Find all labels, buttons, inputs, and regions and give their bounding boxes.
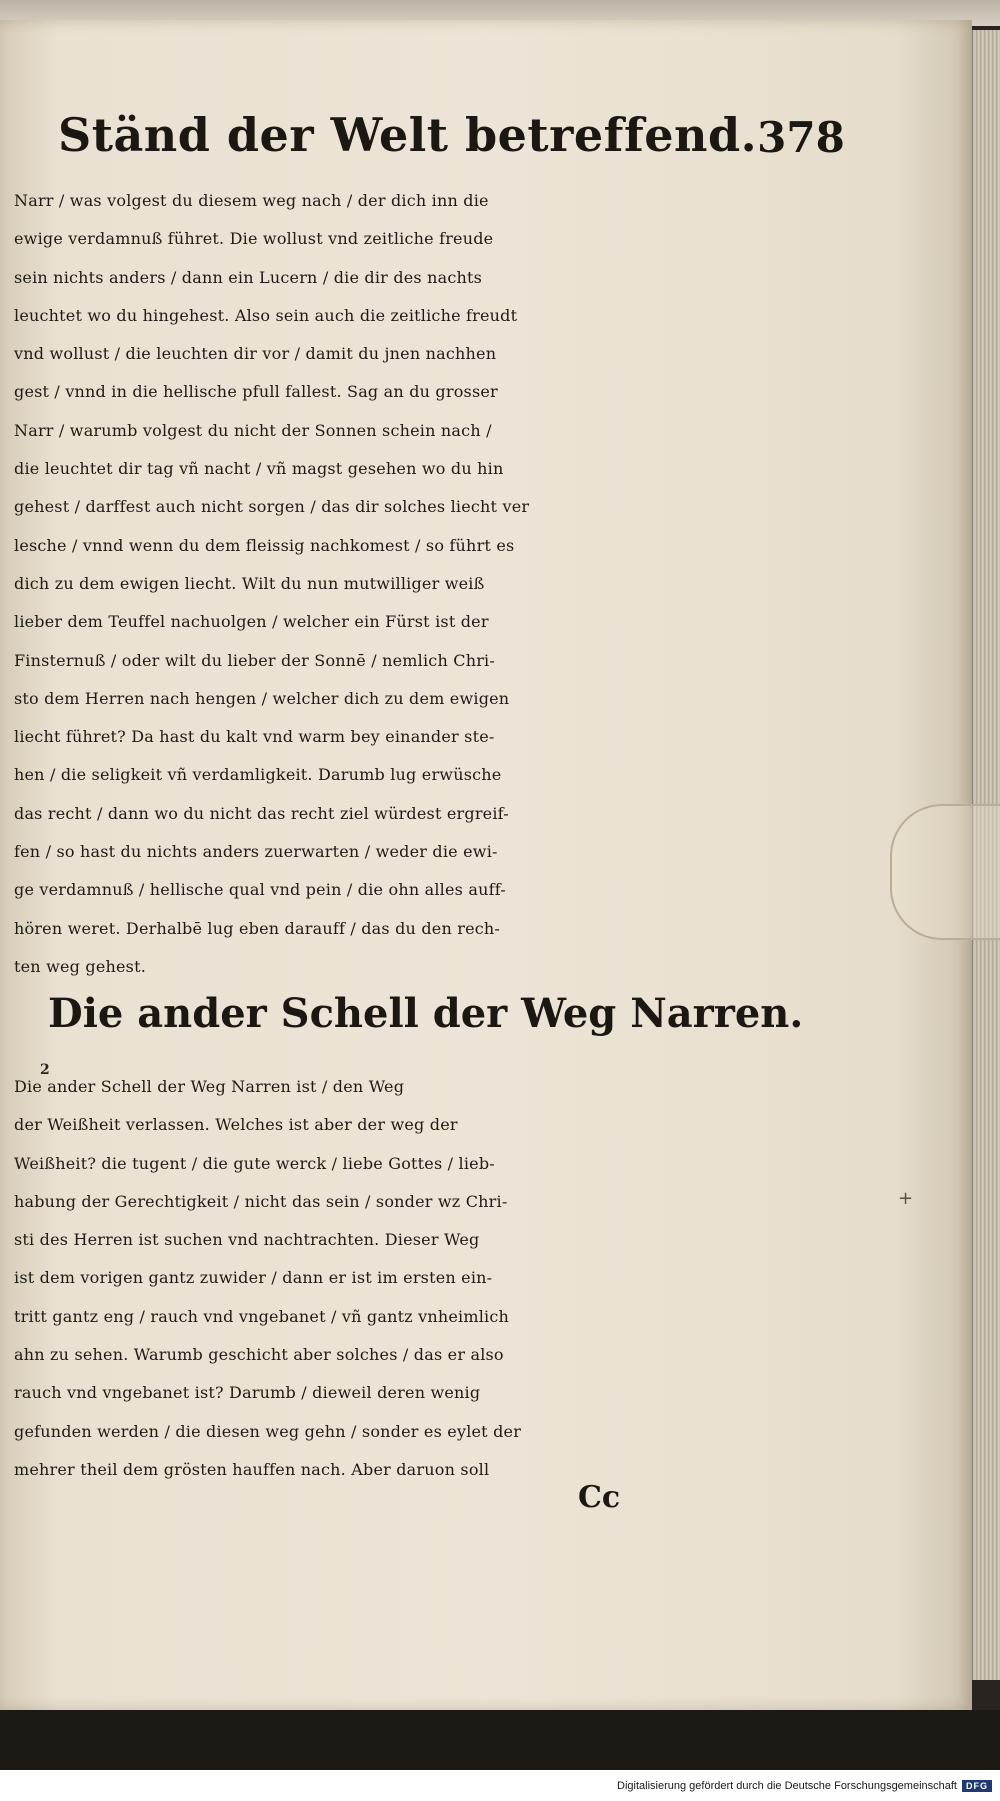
dfg-logo: DFG [962, 1780, 992, 1792]
text-line: lieber dem Teuffel nachuolgen / welcher ein Fürst ist der [14, 612, 489, 632]
text-line: das recht / dann wo du nicht das recht ziel würdest ergreif- [14, 803, 509, 823]
paragraph-2 [14, 1068, 804, 1489]
text-line: dich zu dem ewigen liecht. Wilt du nun mutwilliger weiß [14, 573, 485, 593]
marginal-number: 2 [40, 1062, 50, 1078]
text-line: habung der Gerechtigkeit / nicht das sein / sonder wz Chri- [14, 1191, 508, 1211]
text-line: der Weißheit verlassen. Welches ist aber der weg der [14, 1115, 458, 1135]
text-line: gefunden werden / die diesen weg gehn / sonder es eylet der [14, 1421, 522, 1441]
text-line: rauch vnd vngebanet ist? Darumb / dieweil deren wenig [14, 1383, 481, 1403]
text-line: ten weg gehest. [14, 956, 146, 976]
text-line: Die ander Schell der Weg Narren ist / den Weg [14, 1077, 405, 1096]
text-line: vnd wollust / die leuchten dir vor / damit du jnen nachhen [14, 344, 497, 364]
text-line: sti des Herren ist suchen vnd nachtrachten. Dieser Weg [14, 1230, 480, 1250]
text-line: Narr / was volgest du diesem weg nach / der dich inn die [14, 191, 489, 210]
running-title: Ständ der Welt betreffend. [58, 108, 758, 162]
text-line: fen / so hast du nichts anders zuerwarten / weder die ewi- [14, 842, 498, 862]
catchword: Cc [578, 1480, 621, 1515]
page-number: 378 [757, 113, 845, 162]
text-line: Weißheit? die tugent / die gute werck / liebe Gottes / lieb- [14, 1153, 495, 1173]
footer-bar [0, 1770, 1000, 1801]
text-line: Finsternuß / oder wilt du lieber der Sonnē / nemlich Chri- [14, 650, 495, 670]
margin-cross-mark: + [898, 1188, 914, 1209]
text-line: ewige verdamnuß führet. Die wollust vnd zeitliche freude [14, 229, 494, 249]
section-heading: Die ander Schell der Weg Narren. [48, 990, 804, 1037]
text-line: die leuchtet dir tag vñ nacht / vñ magst gesehen wo du hin [14, 459, 504, 479]
text-line: gest / vnnd in die hellische pfull fallest. Sag an du grosser [14, 382, 498, 402]
text-line: leuchtet wo du hingehest. Also sein auch die zeitliche freudt [14, 305, 518, 325]
page-header [58, 92, 845, 162]
text-line: liecht führet? Da hast du kalt vnd warm bey einander ste- [14, 727, 495, 747]
book-clasp [890, 804, 1000, 940]
text-line: hören weret. Derhalbē lug eben darauff / das du den rech- [14, 918, 501, 938]
text-line: tritt gantz eng / rauch vnd vngebanet / vñ gantz vnheimlich [14, 1306, 510, 1326]
scan-bottom-band [0, 1710, 1000, 1770]
text-line: mehrer theil dem grösten hauffen nach. Aber daruon soll [14, 1459, 490, 1479]
text-line: ge verdamnuß / hellische qual vnd pein / die ohn alles auff- [14, 880, 506, 900]
paragraph-1 [14, 182, 804, 986]
text-line: ahn zu sehen. Warumb geschicht aber solches / das er also [14, 1345, 504, 1365]
text-line: gehest / darffest auch nicht sorgen / das dir solches liecht ver [14, 497, 530, 517]
text-line: hen / die seligkeit vñ verdamligkeit. Darumb lug erwüsche [14, 765, 502, 785]
text-line: sein nichts anders / dann ein Lucern / die dir des nachts [14, 267, 483, 287]
digitization-note: Digitalisierung gefördert durch die Deutsche Forschungsgemeinschaft [617, 1779, 957, 1792]
text-line: ist dem vorigen gantz zuwider / dann er ist im ersten ein- [14, 1268, 493, 1288]
text-line: sto dem Herren nach hengen / welcher dich zu dem ewigen [14, 688, 510, 708]
text-line: lesche / vnnd wenn du dem fleissig nachkomest / so führt es [14, 535, 515, 555]
text-line: Narr / warumb volgest du nicht der Sonnen schein nach / [14, 420, 492, 440]
